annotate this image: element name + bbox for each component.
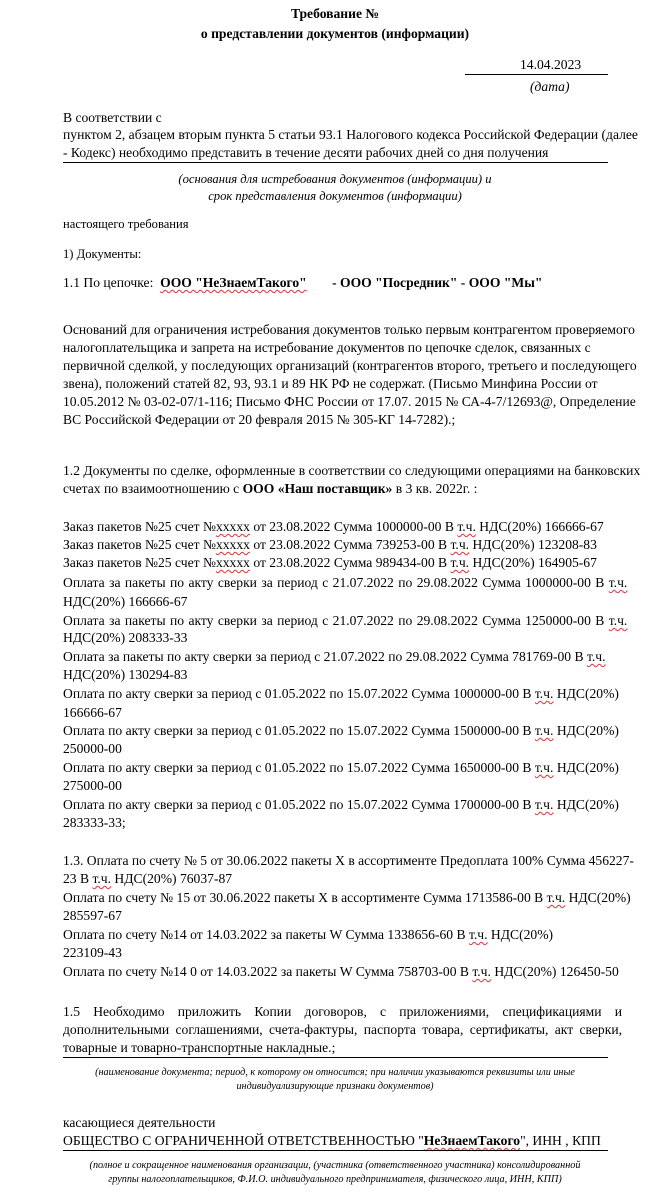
org-caption-1: (полное и сокращенное наименования организации, (участника (ответственного участника) консолидированной xyxy=(89,1160,581,1171)
payment-text: Оплата по акту сверки за период с 01.05.2022 по 15.07.2022 Сумма 1500000-00 В xyxy=(63,723,535,738)
org-name-text: ", ИНН , КПП xyxy=(520,1133,601,1148)
attach-line-3: товарные и товарно-транспортные накладные.; xyxy=(63,1040,336,1055)
order-line xyxy=(63,519,604,535)
payment-line-cont: 166666-67 xyxy=(63,705,122,720)
basis-line-2: - Кодекс) необходимо представить в течение десяти рабочих дней со дня получения xyxy=(63,145,549,160)
order-text: Заказ пакетов №25 счет № xyxy=(63,537,216,552)
grounds-line: Оснований для ограничения истребования документов только первым контрагентом проверяемого xyxy=(63,322,635,337)
payment-tch: т.ч. xyxy=(608,613,628,628)
invoice-tch: т.ч. xyxy=(468,927,488,942)
invoice-line xyxy=(63,890,631,906)
deal-prefix: счетах по взаимоотношению с xyxy=(63,481,240,496)
basis-caption-1: (основания для истребования документов (информации) и xyxy=(178,172,492,186)
invoice-text: Оплата по счету №14 0 от 14.03.2022 за пакеты W Сумма 758703-00 В xyxy=(63,964,473,979)
invoice-text: НДС(20%) xyxy=(565,890,631,905)
order-number: xxxxx xyxy=(215,519,250,534)
basis-underline xyxy=(63,162,608,163)
invoice-line-cont xyxy=(63,871,232,887)
attach-line-2: дополнительными соглашениями, счета-фактуры, паспорта товара, сертификаты, акт сверки, xyxy=(63,1022,622,1037)
basis-line-1: пунктом 2, абзацем вторым пункта 5 статьи 93.1 Налогового кодекса Российской Федерации (далее xyxy=(63,127,638,142)
invoice-text: 23 В xyxy=(63,871,93,886)
payment-line xyxy=(63,723,619,739)
order-text: Заказ пакетов №25 счет № xyxy=(63,555,216,570)
payment-line-cont: НДС(20%) 130294-83 xyxy=(63,667,188,682)
order-text: от 23.08.2022 Сумма 989434-00 В xyxy=(249,555,451,570)
org-underline xyxy=(63,1150,608,1151)
payment-line-cont: 275000-00 xyxy=(63,778,122,793)
order-line xyxy=(63,537,597,553)
this-requirement: настоящего требования xyxy=(63,217,189,231)
org-name-bold: НеЗнаемТакого xyxy=(423,1133,521,1148)
order-text: НДС(20%) 166666-67 xyxy=(475,519,604,534)
org-name-text: ОБЩЕСТВО С ОГРАНИЧЕННОЙ ОТВЕТСТВЕННОСТЬЮ " xyxy=(63,1133,424,1148)
payment-line-cont: НДС(20%) 166666-67 xyxy=(63,594,188,609)
invoice-text: Оплата по счету №14 от 14.03.2022 за пакеты W Сумма 1338656-60 В xyxy=(63,927,469,942)
payment-text: Оплата за пакеты по акту сверки за период с 21.07.2022 по 29.08.2022 Сумма 1250000-00 В xyxy=(63,613,609,628)
date-value: 14.04.2023 xyxy=(520,57,582,72)
invoice-line xyxy=(63,927,553,943)
grounds-line: первичной сделкой, у последующих организаций (контрагентов второго, третьего и последующего xyxy=(63,358,637,373)
chain-rest: - ООО "Посредник" - ООО "Мы" xyxy=(332,275,543,290)
attach-caption-1: (наименование документа; период, к которому он относится; при наличии указываются реквизиты или иные xyxy=(95,1067,575,1078)
order-line xyxy=(63,555,597,571)
deal-company: ООО «Наш поставщик» xyxy=(242,481,393,496)
invoice-line-cont: 223109-43 xyxy=(63,945,122,960)
payment-tch: т.ч. xyxy=(534,686,554,701)
invoice-line-cont: 285597-67 xyxy=(63,908,122,923)
order-tch: т.ч. xyxy=(450,555,470,570)
deal-suffix: в 3 кв. 2022г. : xyxy=(395,481,478,496)
order-number: xxxxx xyxy=(215,537,250,552)
payment-tch: т.ч. xyxy=(608,575,628,590)
payment-tch: т.ч. xyxy=(534,760,554,775)
invoice-text: НДС(20%) xyxy=(487,927,554,942)
payment-line-cont: НДС(20%) 208333-33 xyxy=(63,630,188,645)
org-name xyxy=(63,1133,601,1149)
payment-text: НДС(20%) xyxy=(553,797,619,812)
date-underline xyxy=(465,74,608,75)
chain-line xyxy=(63,275,542,291)
payment-text: Оплата по акту сверки за период с 01.05.2022 по 15.07.2022 Сумма 1000000-00 В xyxy=(63,686,535,701)
chain-prefix: 1.1 По цепочке: xyxy=(63,275,154,290)
documents-heading: 1) Документы: xyxy=(63,247,142,261)
order-text: от 23.08.2022 Сумма 1000000-00 В xyxy=(249,519,458,534)
invoice-text: НДС(20%) 76037-87 xyxy=(111,871,233,886)
payment-tch: т.ч. xyxy=(586,649,606,664)
payment-tch: т.ч. xyxy=(534,797,554,812)
deal-line-1: 1.2 Документы по сделке, оформленные в соответствии со следующими операциями на банковских xyxy=(63,463,641,478)
payment-line xyxy=(63,613,628,629)
grounds-line: налогоплательщика и запрета на истребование документов по цепочке сделок, связанных с xyxy=(63,340,591,355)
payment-text: Оплата по акту сверки за период с 01.05.2022 по 15.07.2022 Сумма 1700000-00 В xyxy=(63,797,535,812)
attach-line-1: 1.5 Необходимо приложить Копии договоров, с приложениями, спецификациями и xyxy=(63,1004,622,1019)
payment-line-cont: 250000-00 xyxy=(63,741,122,756)
invoice-line xyxy=(63,964,619,980)
payment-line xyxy=(63,686,619,702)
document-subtitle: о представлении документов (информации) xyxy=(200,26,470,41)
chain-company-1: ООО "НеЗнаемТакого" xyxy=(160,275,307,290)
invoice-text: НДС(20%) 126450-50 xyxy=(490,964,619,979)
invoice-tch: т.ч. xyxy=(472,964,491,979)
payment-line-cont: 283333-33; xyxy=(63,815,126,830)
payment-text: НДС(20%) xyxy=(553,723,619,738)
basis-caption-2: срок представления документов (информации) xyxy=(208,189,462,203)
grounds-line: 10.05.2012 № 03-02-07/1-116; Письмо ФНС России от 17.07. 2015 № СА-4-7/12693@, Определение xyxy=(63,394,636,409)
order-tch: т.ч. xyxy=(457,519,476,534)
invoice-line: 1.3. Оплата по счету № 5 от 30.06.2022 пакеты Х в ассортименте Предоплата 100% Сумма 456227- xyxy=(63,853,634,868)
payment-line xyxy=(63,649,606,665)
document-title: Требование № xyxy=(290,6,380,21)
invoice-tch: т.ч. xyxy=(92,871,112,886)
payment-text: Оплата за пакеты по акту сверки за период с 21.07.2022 по 29.08.2022 Сумма 1000000-00 В xyxy=(63,575,609,590)
date-caption: (дата) xyxy=(530,79,570,94)
order-text: от 23.08.2022 Сумма 739253-00 В xyxy=(249,537,451,552)
order-tch: т.ч. xyxy=(450,537,470,552)
order-text: НДС(20%) 123208-83 xyxy=(469,537,597,552)
grounds-line: ВС Российской Федерации от 20 февраля 2015 № 305-КГ 14-7282).; xyxy=(63,412,456,427)
payment-line xyxy=(63,575,628,591)
payment-tch: т.ч. xyxy=(534,723,554,738)
invoice-text: Оплата по счету № 15 от 30.06.2022 пакеты Х в ассортименте Сумма 1713586-00 В xyxy=(63,890,547,905)
payment-line xyxy=(63,797,619,813)
deal-line-2 xyxy=(63,481,477,497)
attach-underline xyxy=(63,1057,608,1058)
invoice-tch: т.ч. xyxy=(546,890,566,905)
order-number: xxxxx xyxy=(215,555,250,570)
payment-text: Оплата за пакеты по акту сверки за период с 21.07.2022 по 29.08.2022 Сумма 781769-00 В xyxy=(63,649,587,664)
grounds-line: звена), положений статей 82, 93, 93.1 и 89 НК РФ не содержат. (Письмо Минфина России от xyxy=(63,376,598,391)
attach-caption-2: индивидуализирующие признаки документов) xyxy=(236,1081,434,1092)
concerning-label: касающиеся деятельности xyxy=(63,1115,216,1130)
payment-text: Оплата по акту сверки за период с 01.05.2022 по 15.07.2022 Сумма 1650000-00 В xyxy=(63,760,535,775)
order-text: НДС(20%) 164905-67 xyxy=(469,555,597,570)
order-text: Заказ пакетов №25 счет № xyxy=(63,519,216,534)
payment-line xyxy=(63,760,619,776)
payment-text: НДС(20%) xyxy=(553,686,619,701)
org-caption-2: группы налогоплательщиков, Ф.И.О. индивидуального предпринимателя, физического лица, ИНН, КПП) xyxy=(108,1174,562,1185)
payment-text: НДС(20%) xyxy=(553,760,619,775)
basis-intro: В соответствии с xyxy=(63,110,162,125)
